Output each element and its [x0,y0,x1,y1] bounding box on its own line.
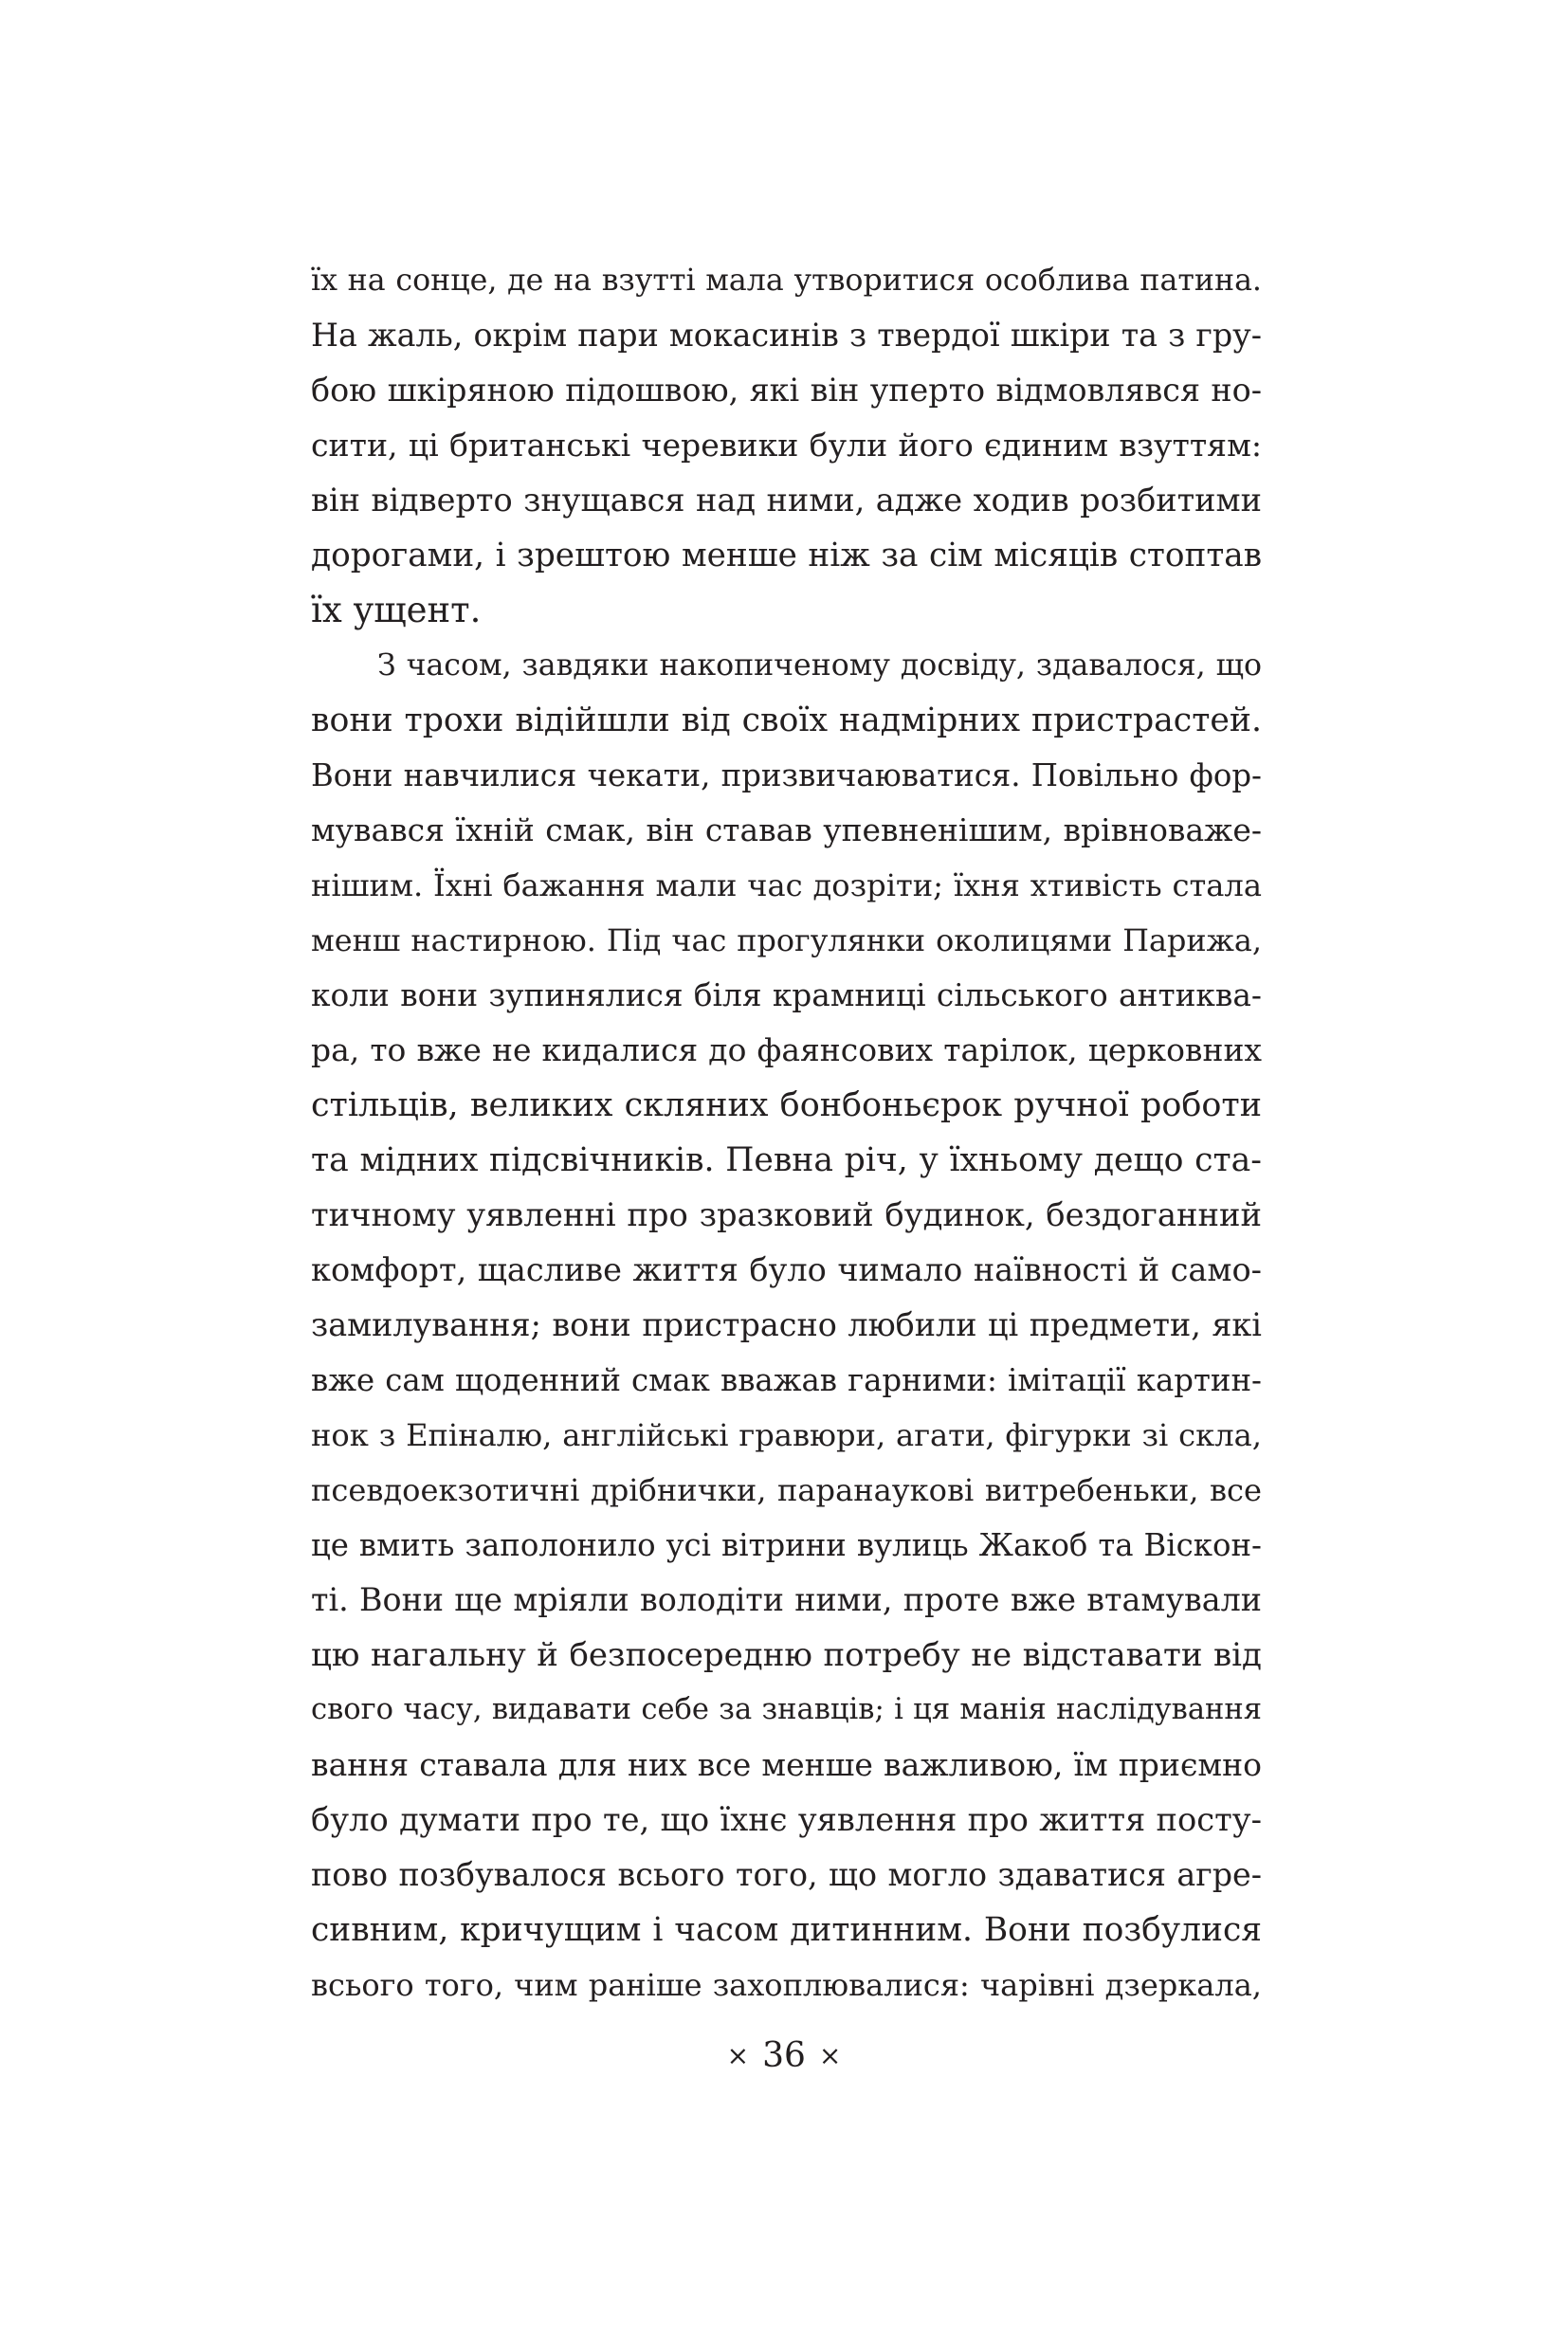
text-line: менш настирною. Під час прогулянки околицями Парижа, [311,922,1262,958]
text-line: ра, то вже не кидалися до фаянсових тарілок, церковних [311,1031,1262,1068]
body-text [311,253,1262,2013]
text-line: це вмить заполонило усі вітрини вулиць Жакоб та Віскон- [311,1527,1262,1563]
text-line: та мідних підсвічників. Певна річ, у їхньому дещо ста- [311,1141,1262,1179]
text-line: коли вони зупинялися біля крамниці сільського антиква- [311,977,1262,1013]
text-line: вже сам щоденний смак вважав гарними: імітації картин- [311,1362,1262,1398]
text-line: дорогами, і зрештою менше ніж за сім місяців стоптав [311,537,1262,574]
text-line: Вони навчилися чекати, призвичаюватися. Повільно фор- [311,757,1262,793]
text-line: замилування; вони пристрасно любили ці предмети, які [311,1306,1262,1343]
text-line: На жаль, окрім пари мокасинів з твердої шкіри та з гру- [311,317,1262,354]
text-line: їх на сонце, де на взутті мала утворитися особлива патина. [311,264,1262,298]
text-line: сивним, кричущим і часом дитинним. Вони позбулися [311,1911,1262,1949]
text-line: комфорт, щасливе життя було чимало наївності й само- [311,1251,1262,1288]
paragraph-end-line: їх ущент. [311,590,482,630]
text-line: було думати про те, що їхнє уявлення про життя посту- [311,1801,1262,1838]
text-line: всього того, чим раніше захоплювалися: чарівні дзеркала, [311,1967,1262,2003]
text-line: ті. Вони ще мріяли володіти ними, проте вже втамували [311,1581,1262,1618]
page-number-footer [0,2032,1568,2080]
paragraph-start-line: З часом, завдяки накопиченому досвіду, здавалося, що [377,648,1262,683]
text-line: псевдоекзотичні дрібнички, паранаукові витребеньки, все [311,1472,1262,1508]
text-line: тичному уявленні про зразковий будинок, бездоганний [311,1196,1262,1233]
text-line: мувався їхній смак, він ставав упевненішим, врівноваже- [311,811,1262,848]
page-number: 36 [762,2036,806,2075]
text-line: цю нагальну й безпосередню потребу не відставати від [311,1636,1262,1674]
text-line: стільців, великих скляних бонбоньєрок ручної роботи [311,1086,1262,1124]
text-line: нок з Епіналю, англійські гравюри, агати, фігурки зі скла, [311,1417,1262,1453]
text-line: бою шкіряною підошвою, які він уперто відмовлявся но- [311,372,1262,409]
text-line: він відверто знущався над ними, адже ходив розбитими [311,482,1262,519]
text-line: свого часу, видавати себе за знавців; і ця манія наслідування [311,1693,1262,1726]
text-line: вони трохи відійшли від своїх надмірних пристрастей. [311,701,1262,739]
text-line: пово позбувалося всього того, що могло здаватися агре- [311,1856,1262,1893]
text-line: нішим. Їхні бажання мали час дозріти; їхня хтивість стала [311,867,1262,903]
text-line: сити, ці британські черевики були його єдиним взуттям: [311,427,1262,464]
folio-ornament-right: × [818,2040,842,2071]
folio-ornament-left: × [726,2040,750,2071]
text-line: вання ставала для них все менше важливою, їм приємно [311,1746,1262,1783]
